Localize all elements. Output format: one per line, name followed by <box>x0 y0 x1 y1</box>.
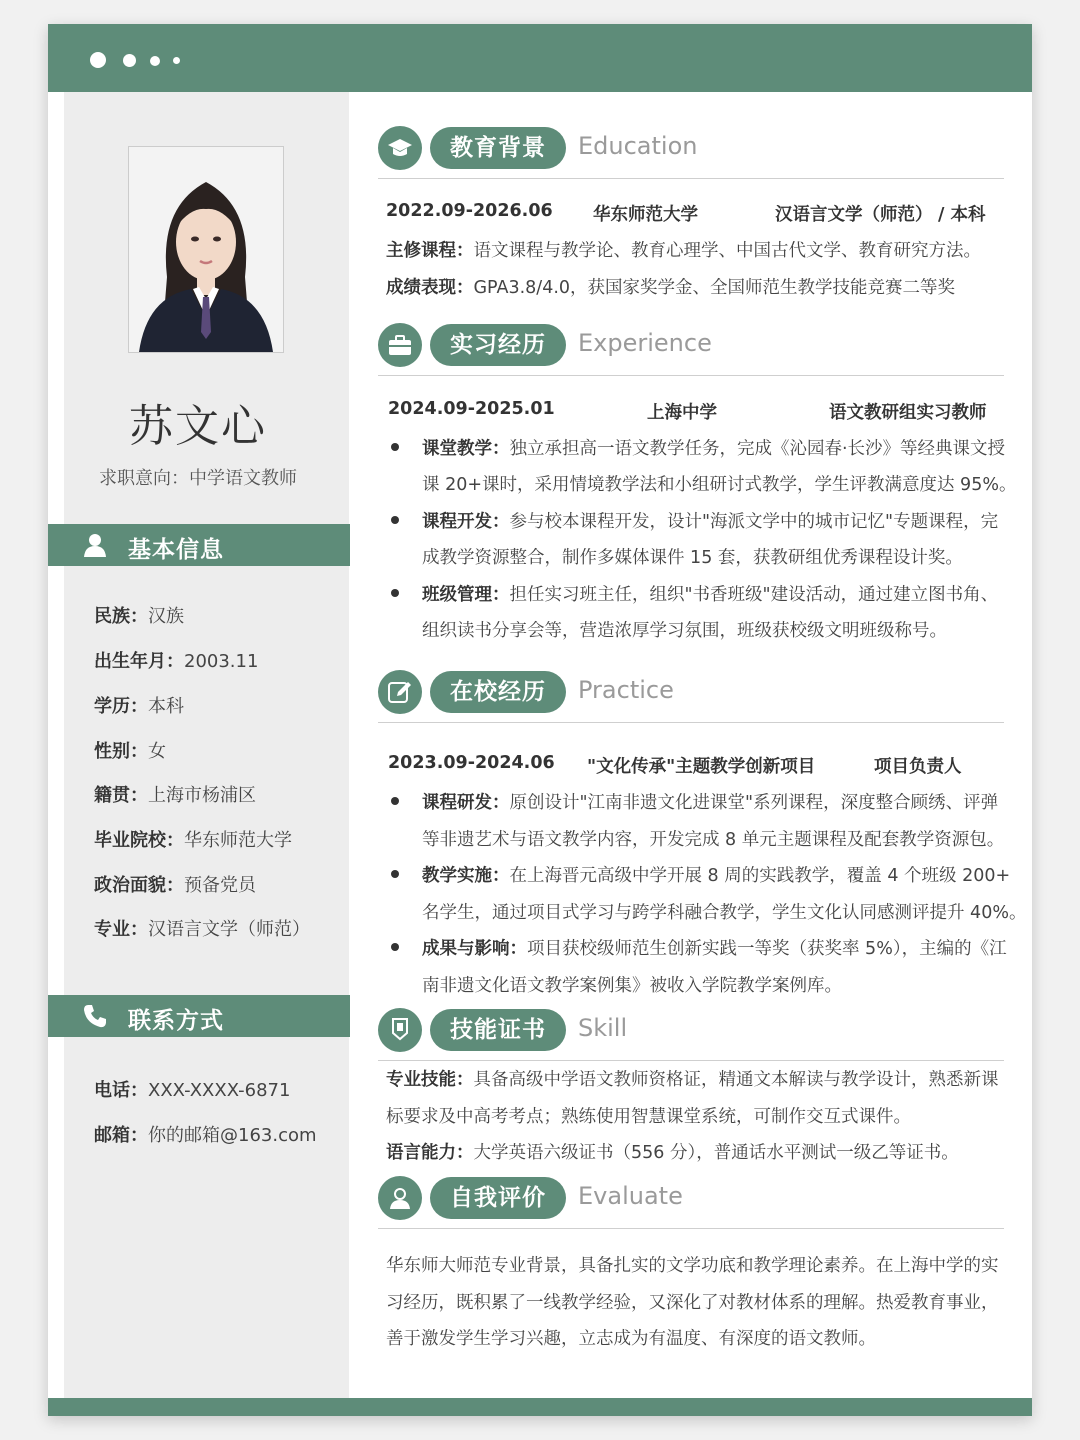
education-header <box>378 126 1004 186</box>
practice-title: 在校经历 <box>430 671 566 713</box>
skill-pro: 专业技能：具备高级中学语文教师资格证，精通文本解读与教学设计，熟悉新课 <box>386 1070 999 1090</box>
exp-item: 课程开发：参与校本课程开发，设计"海派文学中的城市记忆"专题课程，完 <box>422 512 999 532</box>
evaluate-text: 华东师大师范专业背景，具备扎实的文学功底和教学理论素养。在上海中学的实 <box>386 1256 999 1276</box>
person-badge-icon <box>387 1185 413 1211</box>
candidate-name: 苏文心 <box>129 401 267 452</box>
practice-header <box>378 670 1004 730</box>
edu-courses: 主修课程：语文课程与教学论、教育心理学、中国古代文学、教育研究方法。 <box>386 241 981 261</box>
footer-bar <box>48 1398 1032 1416</box>
prac-item: 成果与影响：项目获校级师范生创新实践一等奖（获奖率 5%），主编的《江 <box>422 939 1007 959</box>
resume-page <box>48 24 1032 1416</box>
evaluate-header <box>378 1176 1004 1236</box>
info-row: 专业：汉语言文学（师范） <box>94 919 310 940</box>
prac-item-cont: 名学生，通过项目式学习与跨学科融合教学，学生文化认同感测评提升 40%。 <box>422 903 1027 923</box>
graduation-cap-icon <box>387 135 413 161</box>
exp-item-cont: 成教学资源整合，制作多媒体课件 15 套，获教研组优秀课程设计奖。 <box>422 548 963 568</box>
user-icon <box>82 532 108 558</box>
phone-row: 电话：XXX-XXXX-6871 <box>94 1080 291 1101</box>
edu-major: 汉语言文学（师范） <box>775 205 933 225</box>
skill-header <box>378 1008 1004 1068</box>
exp-role: 语文教研组实习教师 <box>829 403 987 423</box>
info-row: 籍贯：上海市杨浦区 <box>94 785 256 806</box>
basic-info-header <box>48 524 350 566</box>
experience-en: Experience <box>578 329 712 357</box>
info-row: 毕业院校：华东师范大学 <box>94 830 292 851</box>
edu-results: 成绩表现：GPA3.8/4.0，获国家奖学金、全国师范生教学技能竞赛二等奖 <box>386 278 956 298</box>
bullet <box>391 870 399 878</box>
exp-item-cont: 组织读书分享会等，营造浓厚学习氛围，班级获校级文明班级称号。 <box>422 621 947 641</box>
evaluate-text: 善于激发学生学习兴趣，立志成为有温度、有深度的语文教师。 <box>386 1329 876 1349</box>
education-en: Education <box>578 132 698 160</box>
info-row: 性别：女 <box>94 741 166 762</box>
experience-title: 实习经历 <box>430 324 566 366</box>
skill-title: 技能证书 <box>430 1009 566 1051</box>
info-row: 学历：本科 <box>94 696 184 717</box>
header-bar <box>48 24 1032 92</box>
bullet <box>391 797 399 805</box>
bullet <box>391 516 399 524</box>
education-title: 教育背景 <box>430 127 566 169</box>
prac-item-cont: 等非遗艺术与语文教学内容，开发完成 8 单元主题课程及配套教学资源包。 <box>422 830 1005 850</box>
job-intent: 求职意向：中学语文教师 <box>99 468 297 489</box>
prac-date: 2023.09-2024.06 <box>388 753 555 773</box>
edu-school: 华东师范大学 <box>593 205 698 225</box>
exp-item: 班级管理：担任实习班主任，组织"书香班级"建设活动，通过建立图书角、 <box>422 585 999 605</box>
info-row: 民族：汉族 <box>94 606 184 627</box>
decor-dot <box>150 56 160 66</box>
divider <box>378 375 1004 376</box>
decor-dot <box>173 57 180 64</box>
exp-date: 2024.09-2025.01 <box>388 399 555 419</box>
divider <box>378 178 1004 179</box>
exp-item-cont: 课 20+课时，采用情境教学法和小组研讨式教学，学生评教满意度达 95%。 <box>422 475 1017 495</box>
exp-item: 课堂教学：独立承担高一语文教学任务，完成《沁园春·长沙》等经典课文授 <box>422 439 1006 459</box>
practice-en: Practice <box>578 676 674 704</box>
edu-degree: / 本科 <box>938 205 986 225</box>
prac-item-cont: 南非遗文化语文教学案例集》被收入学院教学案例库。 <box>422 976 842 996</box>
evaluate-en: Evaluate <box>578 1182 683 1210</box>
prac-role: 项目负责人 <box>874 757 962 777</box>
profile-photo <box>128 146 284 353</box>
evaluate-text: 习经历，既积累了一线教学经验，又深化了对教材体系的理解。热爱教育事业， <box>386 1293 999 1313</box>
certificate-icon <box>387 1017 413 1043</box>
exp-org: 上海中学 <box>647 403 717 423</box>
email-row: 邮箱：你的邮箱@163.com <box>94 1125 317 1146</box>
briefcase-icon <box>387 332 413 358</box>
contact-title: 联系方式 <box>128 1008 224 1034</box>
experience-header <box>378 323 1004 383</box>
info-row: 出生年月：2003.11 <box>94 651 259 672</box>
bullet <box>391 943 399 951</box>
decor-dot <box>90 52 106 68</box>
prac-project: "文化传承"主题教学创新项目 <box>587 757 816 777</box>
skill-pro-cont: 标要求及中高考考点；熟练使用智慧课堂系统，可制作交互式课件。 <box>386 1107 911 1127</box>
phone-icon <box>82 1003 108 1029</box>
contact-header <box>48 995 350 1037</box>
divider <box>378 722 1004 723</box>
evaluate-title: 自我评价 <box>430 1177 566 1219</box>
prac-item: 教学实施：在上海晋元高级中学开展 8 周的实践教学，覆盖 4 个班级 200+ <box>422 866 1011 886</box>
bullet <box>391 589 399 597</box>
bullet <box>391 443 399 451</box>
edit-icon <box>387 679 413 705</box>
decor-dot <box>123 54 136 67</box>
divider <box>378 1060 1004 1061</box>
divider <box>378 1228 1004 1229</box>
edu-date: 2022.09-2026.06 <box>386 201 553 221</box>
skill-en: Skill <box>578 1014 628 1042</box>
info-row: 政治面貌：预备党员 <box>94 875 256 896</box>
basic-info-title: 基本信息 <box>128 537 224 563</box>
prac-item: 课程研发：原创设计"江南非遗文化进课堂"系列课程，深度整合顾绣、评弹 <box>422 793 999 813</box>
skill-lang: 语言能力：大学英语六级证书（556 分），普通话水平测试一级乙等证书。 <box>386 1143 959 1163</box>
